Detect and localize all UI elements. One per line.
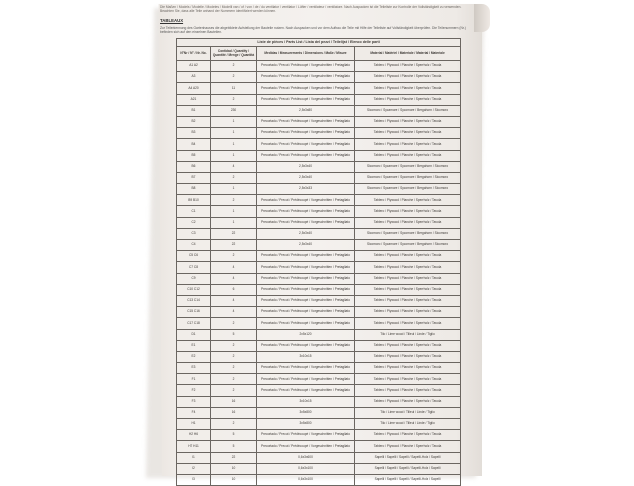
cell-material: Tablero / Plywood / Planche / Sperrholz / Tavola <box>355 284 461 295</box>
cell-part-number: A3 <box>177 72 211 83</box>
cell-part-number: D1 <box>177 329 211 340</box>
instructions-text: Zur Teilerkennung des Gartenhauses die abgebildete Aufstellung der Bauteile nutzen. Nach Auspacken und vor dem Aufbau die Teile mit Hilfe der Teileliste auf Vollständigkeit überprüfen. Die Teilenummern (Nr.) befinden sich auf den einzelnen Bauteilen. <box>160 26 466 34</box>
cell-quantity: 2 <box>211 374 257 385</box>
cell-quantity: 1 <box>211 128 257 139</box>
cell-quantity: 2 <box>211 340 257 351</box>
cell-part-number: C9 <box>177 273 211 284</box>
cell-measurements: 3x10x15 <box>257 396 355 407</box>
cell-quantity: 2 <box>211 251 257 262</box>
cell-measurements: Precortado / Precut / Prédécoupé / Vorgeschnitten / Pretagliato <box>257 217 355 228</box>
cell-part-number: F3 <box>177 396 211 407</box>
cell-part-number: E3 <box>177 363 211 374</box>
cell-quantity: 2 <box>211 94 257 105</box>
table-row <box>177 340 461 351</box>
table-row <box>177 161 461 172</box>
cell-material: Tablero / Plywood / Planche / Sperrholz / Tavola <box>355 307 461 318</box>
cell-material: Tablero / Plywood / Planche / Sperrholz / Tavola <box>355 72 461 83</box>
table-row <box>177 374 461 385</box>
cell-part-number: C15 C16 <box>177 307 211 318</box>
cell-measurements: Precortado / Precut / Prédécoupé / Vorgeschnitten / Pretagliato <box>257 385 355 396</box>
cell-quantity: 22 <box>211 240 257 251</box>
cell-measurements: 2,5x3x33 <box>257 184 355 195</box>
cell-material: Tablero / Plywood / Planche / Sperrholz / Tavola <box>355 385 461 396</box>
cell-quantity: 2 <box>211 72 257 83</box>
cell-material: Sicomoro / Sycamore / Sycomore / Bergahorn / Sicomoro <box>355 161 461 172</box>
cell-material: Tilo / Lime wood / Tilleul / Linde / Tiglio <box>355 407 461 418</box>
cell-material: Tablero / Plywood / Planche / Sperrholz / Tavola <box>355 206 461 217</box>
cell-material: Tablero / Plywood / Planche / Sperrholz / Tavola <box>355 318 461 329</box>
cell-quantity: 2 <box>211 419 257 430</box>
cell-part-number: B3 <box>177 128 211 139</box>
table-row <box>177 430 461 441</box>
cell-quantity: 16 <box>211 407 257 418</box>
cell-measurements: 2,5x3x80 <box>257 105 355 116</box>
cell-measurements: Precortado / Precut / Prédécoupé / Vorgeschnitten / Pretagliato <box>257 363 355 374</box>
cell-part-number: C1 <box>177 206 211 217</box>
cell-part-number: B6 <box>177 161 211 172</box>
table-row <box>177 217 461 228</box>
cell-quantity: 2 <box>211 61 257 72</box>
cell-measurements: Precortado / Precut / Prédécoupé / Vorgeschnitten / Pretagliato <box>257 251 355 262</box>
cell-part-number: A21 <box>177 94 211 105</box>
cell-measurements: Precortado / Precut / Prédécoupé / Vorgeschnitten / Pretagliato <box>257 307 355 318</box>
parts-table-wrapper <box>176 38 460 486</box>
cell-quantity: 1 <box>211 139 257 150</box>
cell-part-number: H2 H6 <box>177 430 211 441</box>
cell-material: Tablero / Plywood / Planche / Sperrholz / Tavola <box>355 262 461 273</box>
cell-part-number: I2 <box>177 463 211 474</box>
cell-measurements: Precortado / Precut / Prédécoupé / Vorgeschnitten / Pretagliato <box>257 374 355 385</box>
table-row <box>177 295 461 306</box>
cell-material: Tablero / Plywood / Planche / Sperrholz / Tavola <box>355 150 461 161</box>
table-row <box>177 419 461 430</box>
cell-quantity: 5 <box>211 441 257 452</box>
cell-material: Sicomoro / Sycamore / Sycomore / Bergahorn / Sicomoro <box>355 240 461 251</box>
cell-material: Tablero / Plywood / Planche / Sperrholz / Tavola <box>355 273 461 284</box>
cell-material: Tablero / Plywood / Planche / Sperrholz / Tavola <box>355 351 461 362</box>
cell-quantity: 11 <box>211 83 257 94</box>
cell-part-number: B1 <box>177 105 211 116</box>
cell-material: Sapelli / Sapelli / Sapelli / Sapelli-Holz / Sapelli <box>355 474 461 485</box>
table-row <box>177 206 461 217</box>
cell-measurements: Precortado / Precut / Prédécoupé / Vorgeschnitten / Pretagliato <box>257 273 355 284</box>
cell-measurements: 0,6x3x600 <box>257 452 355 463</box>
table-row <box>177 318 461 329</box>
cell-part-number: H7 H11 <box>177 441 211 452</box>
table-row <box>177 240 461 251</box>
cell-part-number: F1 <box>177 374 211 385</box>
cell-measurements: Precortado / Precut / Prédécoupé / Vorgeschnitten / Pretagliato <box>257 150 355 161</box>
cell-quantity: 16 <box>211 396 257 407</box>
cell-material: Tablero / Plywood / Planche / Sperrholz / Tavola <box>355 363 461 374</box>
cell-measurements: 2,5x3x40 <box>257 240 355 251</box>
cell-material: Tablero / Plywood / Planche / Sperrholz / Tavola <box>355 295 461 306</box>
cell-material: Tablero / Plywood / Planche / Sperrholz / Tavola <box>355 374 461 385</box>
cell-material: Tablero / Plywood / Planche / Sperrholz / Tavola <box>355 195 461 206</box>
cell-material: Tablero / Plywood / Planche / Sperrholz / Tavola <box>355 340 461 351</box>
cell-measurements: Precortado / Precut / Prédécoupé / Vorgeschnitten / Pretagliato <box>257 128 355 139</box>
table-row <box>177 128 461 139</box>
cell-part-number: F2 <box>177 385 211 396</box>
table-row <box>177 116 461 127</box>
cell-measurements: Precortado / Precut / Prédécoupé / Vorgeschnitten / Pretagliato <box>257 94 355 105</box>
cell-part-number: B4 <box>177 139 211 150</box>
cell-quantity: 1 <box>211 206 257 217</box>
table-row <box>177 262 461 273</box>
cell-quantity: 2 <box>211 351 257 362</box>
cell-part-number: C5 C6 <box>177 251 211 262</box>
cell-quantity: 10 <box>211 463 257 474</box>
table-row <box>177 407 461 418</box>
cell-material: Tablero / Plywood / Planche / Sperrholz / Tavola <box>355 430 461 441</box>
cell-measurements: 0,6x3x100 <box>257 474 355 485</box>
table-row <box>177 385 461 396</box>
cell-measurements: Precortado / Precut / Prédécoupé / Vorgeschnitten / Pretagliato <box>257 340 355 351</box>
cell-measurements: 2,5x3x40 <box>257 228 355 239</box>
cell-quantity: 1 <box>211 184 257 195</box>
cell-part-number: H1 <box>177 419 211 430</box>
cell-part-number: A4 A20 <box>177 83 211 94</box>
cell-measurements: 3x10x15 <box>257 351 355 362</box>
cell-quantity: 10 <box>211 474 257 485</box>
cell-part-number: C13 C14 <box>177 295 211 306</box>
cell-quantity: 4 <box>211 262 257 273</box>
cell-part-number: E2 <box>177 351 211 362</box>
cell-measurements: Precortado / Precut / Prédécoupé / Vorgeschnitten / Pretagliato <box>257 116 355 127</box>
cell-material: Sapelli / Sapelli / Sapelli / Sapelli-Holz / Sapelli <box>355 452 461 463</box>
cell-measurements: Precortado / Precut / Prédécoupé / Vorgeschnitten / Pretagliato <box>257 318 355 329</box>
cell-part-number: C10 C12 <box>177 284 211 295</box>
cell-material: Sicomoro / Sycamore / Sycomore / Bergahorn / Sicomoro <box>355 228 461 239</box>
cell-material: Tablero / Plywood / Planche / Sperrholz / Tavola <box>355 94 461 105</box>
table-row <box>177 452 461 463</box>
cell-measurements: 3x5x800 <box>257 419 355 430</box>
section-title: TABLEAUX <box>160 18 184 23</box>
cell-material: Sicomoro / Sycamore / Sycomore / Bergahorn / Sicomoro <box>355 184 461 195</box>
table-row <box>177 94 461 105</box>
cell-measurements: 2x5x120 <box>257 329 355 340</box>
table-row <box>177 83 461 94</box>
header-measurements: Medidas / Measurements / Dimensions / Maße / Misure <box>257 47 355 61</box>
cell-quantity: 1 <box>211 116 257 127</box>
table-row <box>177 139 461 150</box>
cell-measurements: Precortado / Precut / Prédécoupé / Vorgeschnitten / Pretagliato <box>257 206 355 217</box>
cell-material: Sicomoro / Sycamore / Sycomore / Bergahorn / Sicomoro <box>355 172 461 183</box>
cell-quantity: 4 <box>211 273 257 284</box>
cell-quantity: 5 <box>211 430 257 441</box>
header-quantity: Contidad / Quantity / Quantité / Menge / Quantità <box>211 47 257 61</box>
cell-material: Tilo / Lime wood / Tilleul / Linde / Tiglio <box>355 329 461 340</box>
cell-measurements: Precortado / Precut / Prédécoupé / Vorgeschnitten / Pretagliato <box>257 441 355 452</box>
table-row <box>177 195 461 206</box>
cell-part-number: B2 <box>177 116 211 127</box>
table-row <box>177 329 461 340</box>
table-row <box>177 228 461 239</box>
cell-part-number: F4 <box>177 407 211 418</box>
table-row <box>177 363 461 374</box>
table-row <box>177 307 461 318</box>
cell-part-number: B7 <box>177 172 211 183</box>
cell-part-number: C4 <box>177 240 211 251</box>
cell-part-number: B8 <box>177 184 211 195</box>
table-row <box>177 150 461 161</box>
header-material: Material / Matériel / Materiale / Material / Materiale <box>355 47 461 61</box>
parts-table-title: Liste de pièces / Parts List / Lista del pezzi / Teilelijst / Elenco delle parti <box>177 39 461 47</box>
cell-measurements: Precortado / Precut / Prédécoupé / Vorgeschnitten / Pretagliato <box>257 83 355 94</box>
cell-part-number: I1 <box>177 452 211 463</box>
cell-quantity: 4 <box>211 161 257 172</box>
cell-part-number: I3 <box>177 474 211 485</box>
cell-measurements: 3x5x800 <box>257 407 355 418</box>
header-part-number: N°Nr / N° / Nr. No. <box>177 47 211 61</box>
table-row <box>177 184 461 195</box>
cell-quantity: 5 <box>211 329 257 340</box>
cell-quantity: 22 <box>211 228 257 239</box>
table-row <box>177 284 461 295</box>
cell-quantity: 2 <box>211 385 257 396</box>
cell-material: Tablero / Plywood / Planche / Sperrholz / Tavola <box>355 251 461 262</box>
cell-quantity: 2 <box>211 318 257 329</box>
cell-quantity: 22 <box>211 452 257 463</box>
cell-measurements: Precortado / Precut / Prédécoupé / Vorgeschnitten / Pretagliato <box>257 61 355 72</box>
table-row <box>177 61 461 72</box>
cell-quantity: 230 <box>211 105 257 116</box>
cell-part-number: A1 A2 <box>177 61 211 72</box>
page-curl <box>474 4 490 32</box>
table-row <box>177 273 461 284</box>
cell-measurements: Precortado / Precut / Prédécoupé / Vorgeschnitten / Pretagliato <box>257 139 355 150</box>
cell-part-number: B9 B10 <box>177 195 211 206</box>
cell-material: Sicomoro / Sycamore / Sycomore / Bergahorn / Sicomoro <box>355 105 461 116</box>
parts-table-body <box>177 61 461 486</box>
table-row <box>177 441 461 452</box>
cell-part-number: C2 <box>177 217 211 228</box>
cell-quantity: 4 <box>211 295 257 306</box>
cell-material: Sapelli / Sapelli / Sapelli / Sapelli-Holz / Sapelli <box>355 463 461 474</box>
cell-material: Tablero / Plywood / Planche / Sperrholz / Tavola <box>355 116 461 127</box>
table-row <box>177 172 461 183</box>
cell-measurements: Precortado / Precut / Prédécoupé / Vorgeschnitten / Pretagliato <box>257 295 355 306</box>
cell-part-number: C17 C18 <box>177 318 211 329</box>
cell-material: Tilo / Lime wood / Tilleul / Linde / Tiglio <box>355 419 461 430</box>
intro-text: Die Maßen / Models / Modelle / Modeles / Modelli van / of / von / de / du ventilator / ventilator / Lüfter / ventilateur / ventilatore. Nach Auspacken ist die Teileliste zur Kontrolle der Vollständigkeit zu verwenden. Beachten Sie, dass alle Teile anhand der Nummern identifiziert werden können. <box>160 5 462 13</box>
cell-measurements: Precortado / Precut / Prédécoupé / Vorgeschnitten / Pretagliato <box>257 195 355 206</box>
table-row <box>177 72 461 83</box>
cell-material: Tablero / Plywood / Planche / Sperrholz / Tavola <box>355 441 461 452</box>
table-row <box>177 351 461 362</box>
cell-quantity: 6 <box>211 284 257 295</box>
cell-material: Tablero / Plywood / Planche / Sperrholz / Tavola <box>355 139 461 150</box>
table-row <box>177 463 461 474</box>
cell-measurements: 2,5x3x40 <box>257 172 355 183</box>
cell-quantity: 1 <box>211 150 257 161</box>
cell-part-number: C7 C8 <box>177 262 211 273</box>
cell-material: Tablero / Plywood / Planche / Sperrholz / Tavola <box>355 83 461 94</box>
cell-measurements: Precortado / Precut / Prédécoupé / Vorgeschnitten / Pretagliato <box>257 262 355 273</box>
cell-material: Tablero / Plywood / Planche / Sperrholz / Tavola <box>355 128 461 139</box>
cell-quantity: 2 <box>211 195 257 206</box>
cell-measurements: Precortado / Precut / Prédécoupé / Vorgeschnitten / Pretagliato <box>257 284 355 295</box>
table-row <box>177 105 461 116</box>
cell-part-number: E1 <box>177 340 211 351</box>
table-row <box>177 251 461 262</box>
cell-part-number: B5 <box>177 150 211 161</box>
cell-measurements: Precortado / Precut / Prédécoupé / Vorgeschnitten / Pretagliato <box>257 72 355 83</box>
cell-quantity: 2 <box>211 363 257 374</box>
cell-measurements: 2,5x3x40 <box>257 161 355 172</box>
cell-quantity: 1 <box>211 217 257 228</box>
parts-table <box>176 38 461 486</box>
cell-part-number: C3 <box>177 228 211 239</box>
cell-material: Tablero / Plywood / Planche / Sperrholz / Tavola <box>355 61 461 72</box>
table-row <box>177 396 461 407</box>
cell-measurements: 0,6x3x100 <box>257 463 355 474</box>
cell-quantity: 4 <box>211 307 257 318</box>
cell-material: Tablero / Plywood / Planche / Sperrholz / Tavola <box>355 217 461 228</box>
cell-material: Tablero / Plywood / Planche / Sperrholz / Tavola <box>355 396 461 407</box>
cell-quantity: 2 <box>211 172 257 183</box>
table-row <box>177 474 461 485</box>
cell-measurements: Precortado / Precut / Prédécoupé / Vorgeschnitten / Pretagliato <box>257 430 355 441</box>
